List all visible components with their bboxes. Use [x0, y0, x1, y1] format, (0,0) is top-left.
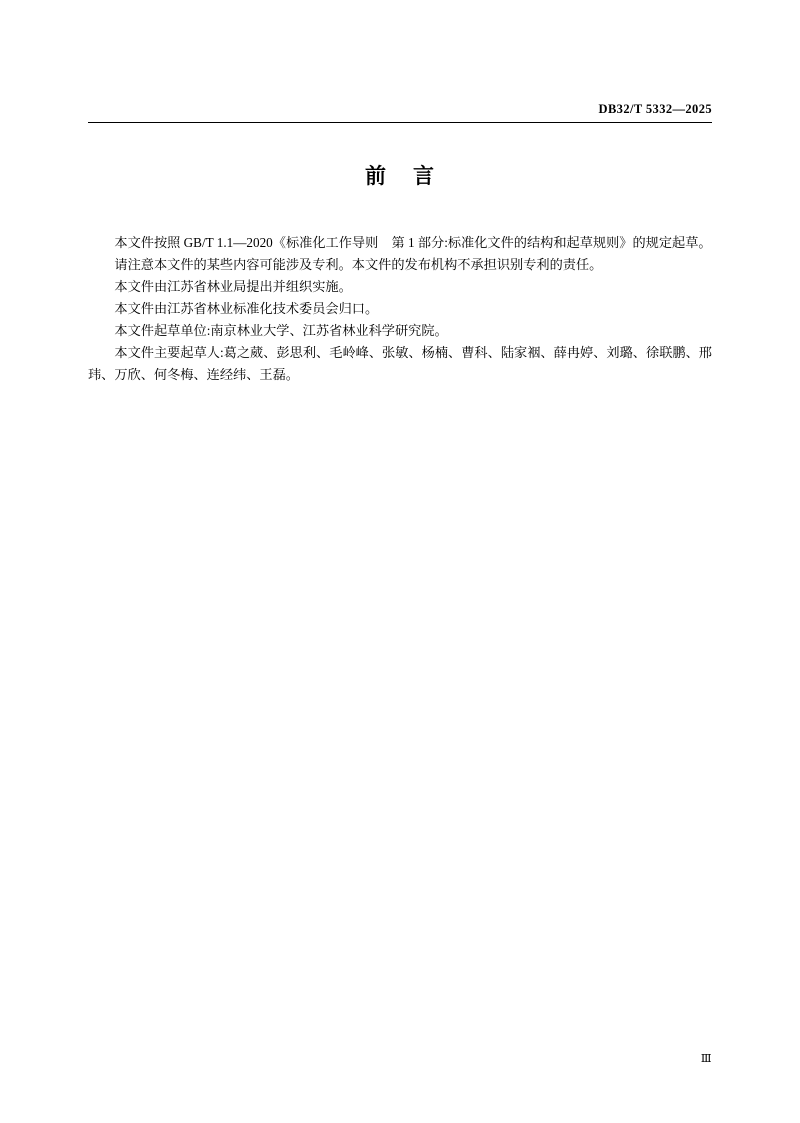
foreword-paragraph: 请注意本文件的某些内容可能涉及专利。本文件的发布机构不承担识别专利的责任。 — [114, 257, 603, 272]
foreword-paragraph: 本文件由江苏省林业局提出并组织实施。 — [114, 279, 352, 294]
header-rule — [88, 122, 712, 123]
foreword-paragraph: 本文件由江苏省林业标准化技术委员会归口。 — [114, 301, 379, 316]
page-title-char-2: 言 — [413, 163, 435, 188]
page-title — [0, 160, 800, 190]
standard-number: DB32/T 5332—2025 — [598, 102, 712, 116]
foreword-paragraph: 本文件主要起草人:葛之葳、彭思利、毛岭峰、张敏、杨楠、曹科、陆家裀、薛冉婷、刘璐、徐联鹏、邢玮、万欣、何冬梅、连经纬、王磊。 — [88, 345, 712, 382]
page-footer — [88, 1052, 712, 1065]
page-header — [88, 100, 712, 123]
page-title-char-1: 前 — [365, 163, 387, 188]
foreword-body — [88, 232, 712, 386]
foreword-paragraph: 本文件起草单位:南京林业大学、江苏省林业科学研究院。 — [114, 323, 448, 338]
foreword-paragraph: 本文件按照 GB/T 1.1—2020《标准化工作导则 第 1 部分:标准化文件的结构和起草规则》的规定起草。 — [114, 235, 712, 250]
page-number: Ⅲ — [700, 1053, 712, 1065]
